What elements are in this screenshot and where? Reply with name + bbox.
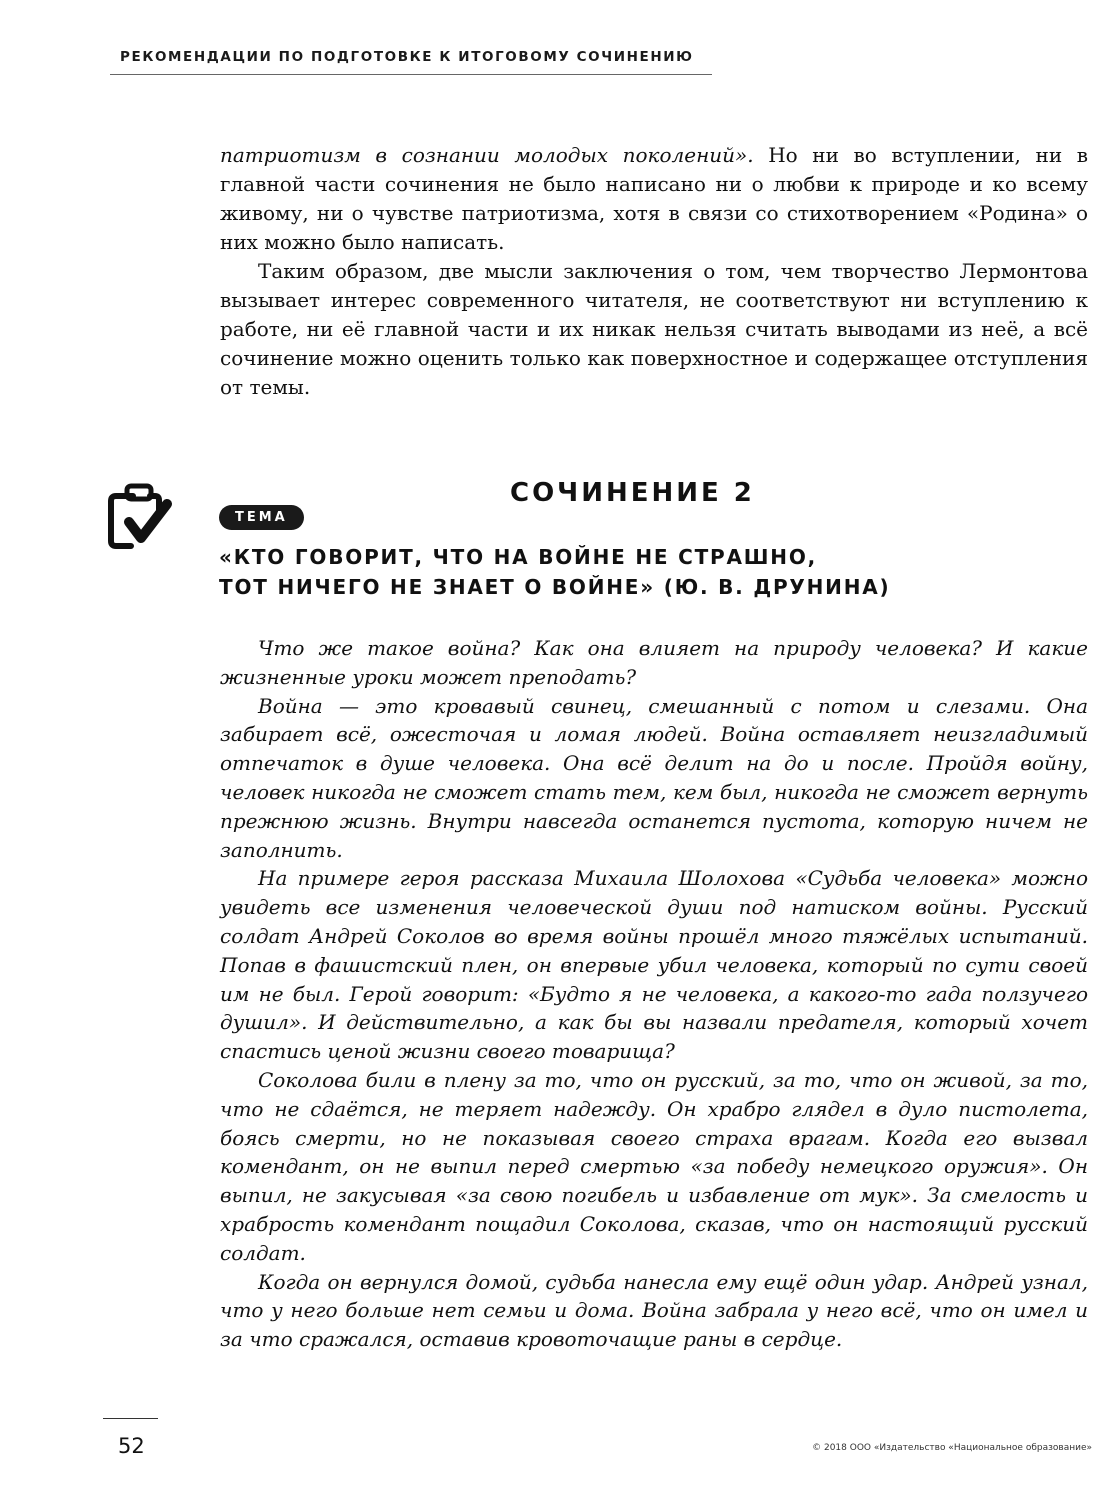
page-number: 52 bbox=[118, 1434, 145, 1458]
clipboard-check-icon bbox=[103, 478, 173, 554]
intro-text bbox=[220, 141, 1088, 402]
intro-paragraph-1-text: Но ни во вступлении, ни в главной части сочинения не было написано ни о любви к природе и ко всему живому, ни о чувстве патриотизма, хотя в связи со стихотворением «Родина» о них можно было написать. bbox=[220, 143, 1089, 254]
essay-paragraph-3: На примере героя рассказа Михаила Шолохова «Судьба человека» можно увидеть все изменения человеческой души под натиском войны. Русский солдат Андрей Соколов во время войны прошёл много тяжёлых испытаний. Попав в фашистский плен, он впервые убил человека, который по сути своей им не был. Герой говорит: «Будто я не человека, а какого-то гада ползучего душил». И действительно, а как бы вы назвали предателя, который хочет спастись ценой жизни своего товарища? bbox=[220, 866, 1088, 1064]
essay-paragraph-5: Когда он вернулся домой, судьба нанесла ему ещё один удар. Андрей узнал, что у него больше нет семьи и дома. Война забрала у него всё, что он имел и за что сражался, оставив кровоточащие раны в сердце. bbox=[220, 1269, 1088, 1352]
essay-paragraph-1: Что же такое война? Как она влияет на природу человека? И какие жизненные уроки может преподать? bbox=[220, 636, 1088, 689]
footer-divider bbox=[103, 1418, 158, 1419]
tema-badge: ТЕМА bbox=[219, 505, 304, 530]
header-divider bbox=[110, 74, 712, 75]
intro-paragraph-1 bbox=[220, 141, 1088, 257]
essay-title: СОЧИНЕНИЕ 2 bbox=[510, 478, 755, 508]
essay-text bbox=[220, 634, 1088, 1354]
intro-quote-fragment: патриотизм в сознании молодых поколений». bbox=[220, 143, 754, 167]
running-header: РЕКОМЕНДАЦИИ ПО ПОДГОТОВКЕ К ИТОГОВОМУ СОЧИНЕНИЮ bbox=[120, 49, 694, 65]
essay-paragraph-2: Война — это кровавый свинец, смешанный с потом и слезами. Она забирает всё, ожесточая и ломая людей. Война оставляет неизгладимый отпечаток в душе человека. Она всё делит на до и после. Пройдя войну, человек никогда не сможет стать тем, кем был, никогда не сможет вернуть прежнюю жизнь. Внутри навсегда останется пустота, которую ничем не заполнить. bbox=[220, 693, 1088, 862]
topic-line-2: ТОТ НИЧЕГО НЕ ЗНАЕТ О ВОЙНЕ» (Ю. В. ДРУНИНА) bbox=[219, 575, 891, 599]
topic-line-1: «КТО ГОВОРИТ, ЧТО НА ВОЙНЕ НЕ СТРАШНО, bbox=[219, 545, 818, 569]
essay-paragraph-4: Соколова били в плену за то, что он русский, за то, что он живой, за то, что не сдаётся, не теряет надежду. Он храбро глядел в дуло пистолета, боясь смерти, но не показывая своего страха врагам. Когда его вызвал комендант, он не выпил перед смертью «за победу немецкого оружия». Он выпил, не закусывая «за свою погибель и избавление от мук». За смелость и храбрость комендант пощадил Соколова, сказав, что он настоящий русский солдат. bbox=[220, 1067, 1088, 1265]
copyright-notice: © 2018 ООО «Издательство «Национальное образование» bbox=[812, 1443, 1092, 1453]
intro-paragraph-2: Таким образом, две мысли заключения о том, чем творчество Лермонтова вызывает интерес современного читателя, не соответствуют ни вступлению к работе, ни её главной части и их никак нельзя считать выводами из неё, а всё сочинение можно оценить только как поверхностное и содержащее отступления от темы. bbox=[220, 259, 1088, 399]
essay-topic bbox=[219, 542, 1099, 602]
